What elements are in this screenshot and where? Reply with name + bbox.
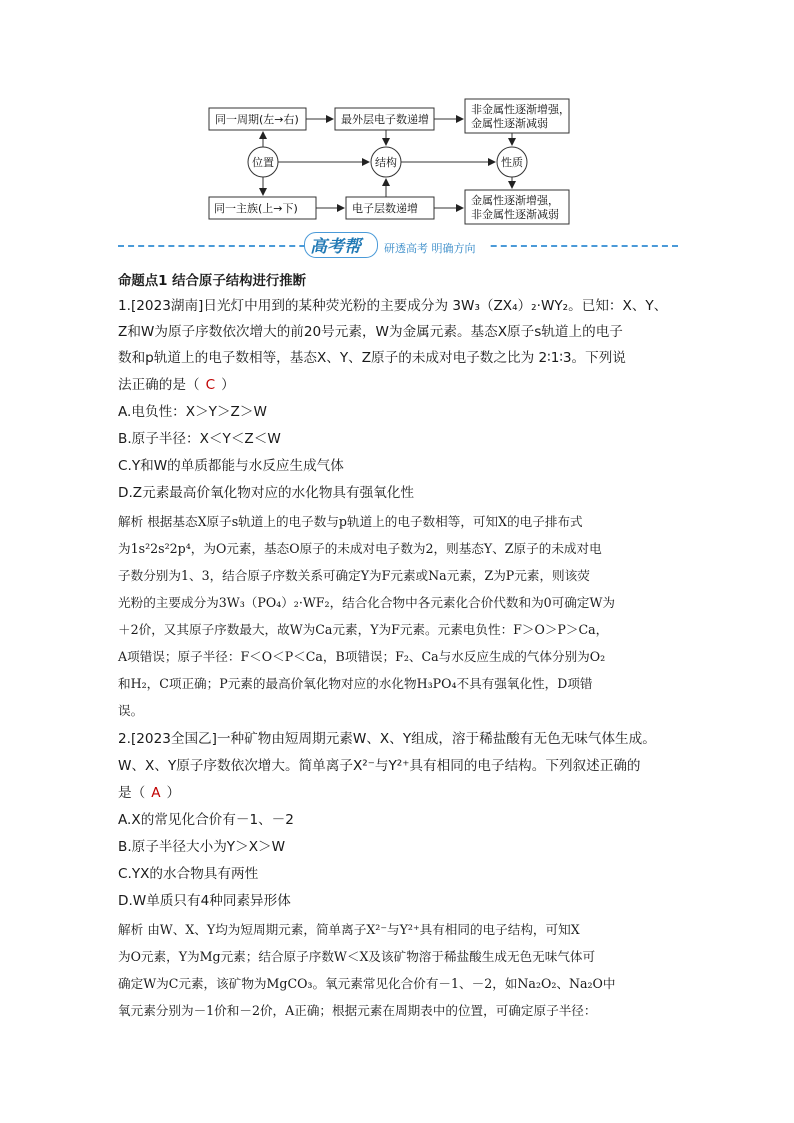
q1-option-b: B.原子半径：X＜Y＜Z＜W (118, 431, 281, 447)
q1-analysis-2: 为1s²2s²2p⁴，为O元素，基态O原子的未成对电子数为2，则基态Y、Z原子的未成对电 (118, 541, 602, 556)
text-structure: 结构 (375, 156, 397, 169)
q1-analysis-8: 误。 (118, 703, 144, 718)
text-property: 性质 (501, 156, 523, 169)
q2-stem-line-2: W、X、Y原子序数依次增大。简单离子X²⁻与Y²⁺具有相同的电子结构。下列叙述正确的 (118, 758, 641, 774)
q1-analysis-5: ＋2价，又其原子序数最大，故W为Ca元素，Y为F元素。元素电负性：F＞O＞P＞Ca， (118, 622, 609, 637)
q1-option-d: D.Z元素最高价氧化物对应的水化物具有强氧化性 (118, 485, 414, 501)
q1-analysis-1: 解析 根据基态X原子s轨道上的电子数与p轨道上的电子数相等，可知X的电子排布式 (118, 514, 583, 529)
q1-analysis-3: 子数分别为1、3，结合原子序数关系可确定Y为F元素或Na元素，Z为P元素，则该荧 (118, 568, 590, 583)
text-result-group-1: 金属性逐渐增强， (471, 194, 559, 207)
q1-option-c: C.Y和W的单质都能与水反应生成气体 (118, 458, 344, 474)
text-position: 位置 (252, 156, 274, 169)
q2-option-c: C.YX的水合物具有两性 (118, 866, 259, 882)
q1-analysis-6: A项错误；原子半径：F＜O＜P＜Ca，B项错误；F₂、Ca与水反应生成的气体分别为O₂ (118, 649, 606, 664)
q2-option-d: D.W单质只有4种同素异形体 (118, 893, 291, 909)
q2-analysis-1: 解析 由W、X、Y均为短周期元素，简单离子X²⁻与Y²⁺具有相同的电子结构，可知X (118, 922, 580, 937)
text-outer-electrons: 最外层电子数递增 (341, 113, 429, 126)
q2-stem-line-3 (118, 783, 180, 803)
q2-option-b: B.原子半径大小为Y＞X＞W (118, 839, 286, 855)
q1-option-a: A.电负性：X＞Y＞Z＞W (118, 404, 267, 420)
q1-analysis-4: 光粉的主要成分为3W₃（PO₄）₂·WF₂，结合化合物中各元素化合价代数和为0可确定W为 (118, 595, 615, 610)
q2-analysis-2: 为O元素，Y为Mg元素；结合原子序数W＜X及该矿物溶于稀盐酸生成无色无味气体可 (118, 949, 596, 964)
q1-answer: C (205, 377, 216, 393)
q1-stem-close: ） (221, 377, 235, 393)
banner-title: 高考帮 (310, 237, 361, 257)
q1-stem-line-1: 1.[2023湖南]日光灯中用到的某种荧光粉的主要成分为 3W₃（ZX₄）₂·WY₂。已知：X、Y、 (118, 298, 668, 314)
q2-analysis-3: 确定W为C元素，该矿物为MgCO₃。氧元素常见化合价有－1、－2，如Na₂O₂、Na₂O中 (118, 976, 616, 991)
q2-analysis-4: 氧元素分别为－1价和－2价，A正确；根据元素在周期表中的位置，可确定原子半径： (118, 1003, 597, 1018)
q1-stem-last: 法正确的是（ (118, 377, 200, 393)
q1-stem-line-4 (118, 375, 235, 395)
text-electron-shells: 电子层数递增 (352, 202, 418, 215)
text-result-period-2: 金属性逐渐减弱 (471, 117, 548, 130)
text-same-period: 同一周期(左→右) (215, 113, 299, 126)
text-same-group: 同一主族(上→下) (214, 202, 298, 215)
concept-diagram (0, 0, 794, 230)
q2-option-a: A.X的常见化合价有－1、－2 (118, 812, 294, 828)
banner-subtitle: 研透高考 明确方向 (384, 242, 476, 255)
q2-stem-last: 是（ (118, 785, 146, 801)
q1-stem-line-3: 数和p轨道上的电子数相等，基态X、Y、Z原子的未成对电子数之比为 2∶1∶3。下列说 (118, 350, 626, 366)
q2-answer: A (151, 785, 161, 801)
q1-stem-line-2: Z和W为原子序数依次增大的前20号元素，W为金属元素。基态X原子s轨道上的电子 (118, 324, 623, 340)
text-result-group-2: 非金属性逐渐减弱 (471, 208, 559, 221)
q2-stem-line-1: 2.[2023全国乙]一种矿物由短周期元素W、X、Y组成，溶于稀盐酸有无色无味气体生成。 (118, 731, 656, 747)
section-title: 命题点1 结合原子结构进行推断 (118, 274, 307, 289)
text-result-period-1: 非金属性逐渐增强， (471, 103, 570, 116)
q2-stem-close: ） (166, 785, 181, 801)
q1-analysis-7: 和H₂，C项正确；P元素的最高价氧化物对应的水化物H₃PO₄不具有强氧化性，D项错 (118, 676, 593, 691)
